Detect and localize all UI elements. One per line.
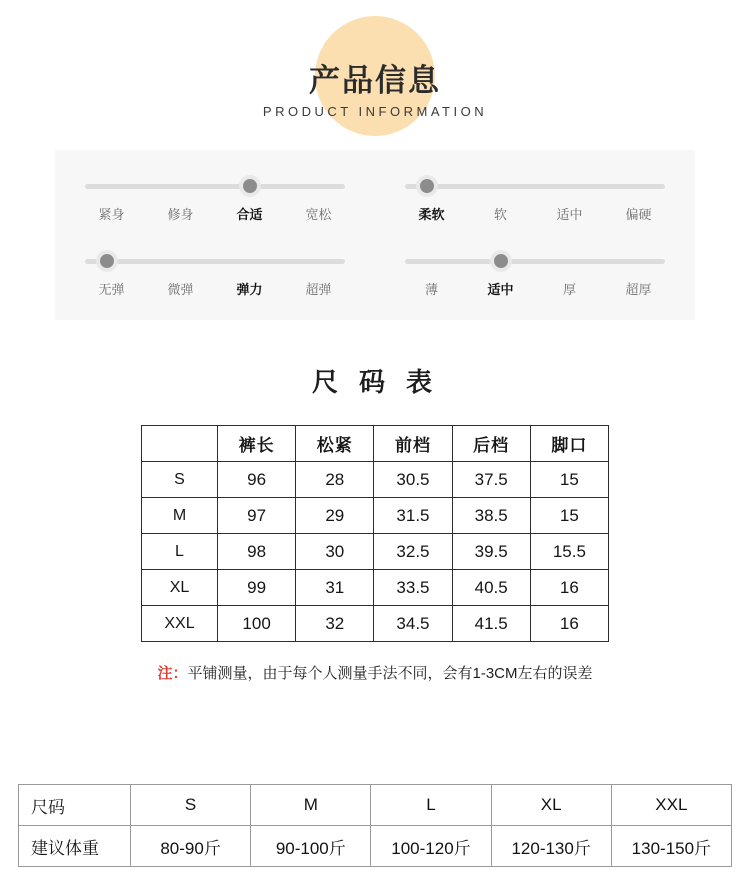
table-corner-cell: [142, 426, 218, 462]
attribute-labels-softness: [397, 204, 673, 223]
table-cell: 120-130斤: [491, 826, 611, 867]
table-cell: 15: [530, 462, 608, 498]
size-chart-heading: 尺 码 表: [311, 368, 439, 398]
table-cell: 31.5: [374, 498, 452, 534]
slider-knob[interactable]: [490, 250, 512, 272]
table-cell: 41.5: [452, 606, 530, 642]
size-chart-table-wrap: [141, 425, 609, 642]
slider-softness[interactable]: [397, 174, 673, 198]
row-header-size: S: [142, 462, 218, 498]
table-row: [19, 826, 732, 867]
table-cell: 29: [296, 498, 374, 534]
weight-recommendation-table: [18, 784, 732, 867]
attribute-option[interactable]: 厚: [562, 282, 576, 297]
table-cell: 130-150斤: [611, 826, 731, 867]
table-cell: 30.5: [374, 462, 452, 498]
row-header-size: XXL: [142, 606, 218, 642]
table-cell: 37.5: [452, 462, 530, 498]
page-title: 产品信息: [309, 63, 441, 99]
note-text: 平铺测量，由于每个人测量手法不同，会有1-3CM左右的误差: [187, 665, 593, 682]
attribute-option[interactable]: 修身: [167, 207, 194, 222]
attribute-group-fit: [55, 174, 375, 223]
table-cell: 32: [296, 606, 374, 642]
table-cell: 38.5: [452, 498, 530, 534]
slider-fit[interactable]: [77, 174, 353, 198]
weight-table-wrap: [18, 784, 732, 867]
table-cell: 96: [218, 462, 296, 498]
attribute-option-selected[interactable]: 适中: [487, 282, 514, 297]
table-cell: S: [131, 785, 251, 826]
table-cell: 34.5: [374, 606, 452, 642]
column-header: 裤长: [218, 426, 296, 462]
table-row: [142, 570, 609, 606]
table-cell: 28: [296, 462, 374, 498]
slider-elasticity[interactable]: [77, 249, 353, 273]
slider-knob[interactable]: [239, 175, 261, 197]
table-row: [142, 498, 609, 534]
table-cell: 40.5: [452, 570, 530, 606]
attribute-group-thickness: [375, 249, 695, 298]
slider-track: [85, 184, 345, 189]
attribute-labels-thickness: [397, 279, 673, 298]
slider-track: [405, 259, 665, 264]
attribute-option[interactable]: 适中: [556, 207, 583, 222]
note-label: 注：: [157, 665, 188, 682]
table-cell: XL: [491, 785, 611, 826]
row-header-size: XL: [142, 570, 218, 606]
table-cell: 98: [218, 534, 296, 570]
table-row: [142, 534, 609, 570]
slider-track: [405, 184, 665, 189]
table-cell: 100-120斤: [371, 826, 491, 867]
column-header: 松紧: [296, 426, 374, 462]
size-chart-table: [141, 425, 609, 642]
attribute-option[interactable]: 超厚: [625, 282, 652, 297]
row-header-size: M: [142, 498, 218, 534]
table-cell: 33.5: [374, 570, 452, 606]
table-cell: M: [251, 785, 371, 826]
attribute-option-selected[interactable]: 弹力: [236, 282, 263, 297]
slider-track: [85, 259, 345, 264]
table-cell: 100: [218, 606, 296, 642]
attribute-option-selected[interactable]: 柔软: [418, 207, 445, 222]
attribute-option[interactable]: 宽松: [305, 207, 332, 222]
slider-knob[interactable]: [416, 175, 438, 197]
table-cell: 80-90斤: [131, 826, 251, 867]
table-cell: 15.5: [530, 534, 608, 570]
table-cell: XXL: [611, 785, 731, 826]
table-cell: 39.5: [452, 534, 530, 570]
table-row: [142, 462, 609, 498]
column-header: 脚口: [530, 426, 608, 462]
table-row: [142, 606, 609, 642]
attribute-labels-elasticity: [77, 279, 353, 298]
attribute-option[interactable]: 无弹: [98, 282, 125, 297]
table-cell: 16: [530, 570, 608, 606]
column-header: 前档: [374, 426, 452, 462]
table-cell: 30: [296, 534, 374, 570]
attribute-option[interactable]: 薄: [424, 282, 438, 297]
slider-thickness[interactable]: [397, 249, 673, 273]
table-cell: 15: [530, 498, 608, 534]
table-cell: 90-100斤: [251, 826, 371, 867]
attribute-option-selected[interactable]: 合适: [236, 207, 263, 222]
attribute-option[interactable]: 软: [493, 207, 507, 222]
table-cell: 97: [218, 498, 296, 534]
measurement-note: [0, 662, 750, 683]
attribute-panel: [55, 150, 695, 320]
attribute-group-softness: [375, 174, 695, 223]
page-subtitle: PRODUCT INFORMATION: [262, 104, 488, 119]
table-cell: 99: [218, 570, 296, 606]
attribute-option[interactable]: 微弹: [167, 282, 194, 297]
page-header: [0, 0, 750, 140]
table-cell: 31: [296, 570, 374, 606]
row-header-size-label: 尺码: [19, 785, 131, 826]
attribute-group-elasticity: [55, 249, 375, 298]
attribute-labels-fit: [77, 204, 353, 223]
row-header-size: L: [142, 534, 218, 570]
table-row: [19, 785, 732, 826]
table-cell: L: [371, 785, 491, 826]
table-cell: 32.5: [374, 534, 452, 570]
row-header-weight-label: 建议体重: [19, 826, 131, 867]
attribute-option[interactable]: 紧身: [98, 207, 125, 222]
slider-knob[interactable]: [96, 250, 118, 272]
attribute-option[interactable]: 偏硬: [625, 207, 652, 222]
table-header-row: [142, 426, 609, 462]
table-cell: 16: [530, 606, 608, 642]
attribute-option[interactable]: 超弹: [305, 282, 332, 297]
column-header: 后档: [452, 426, 530, 462]
